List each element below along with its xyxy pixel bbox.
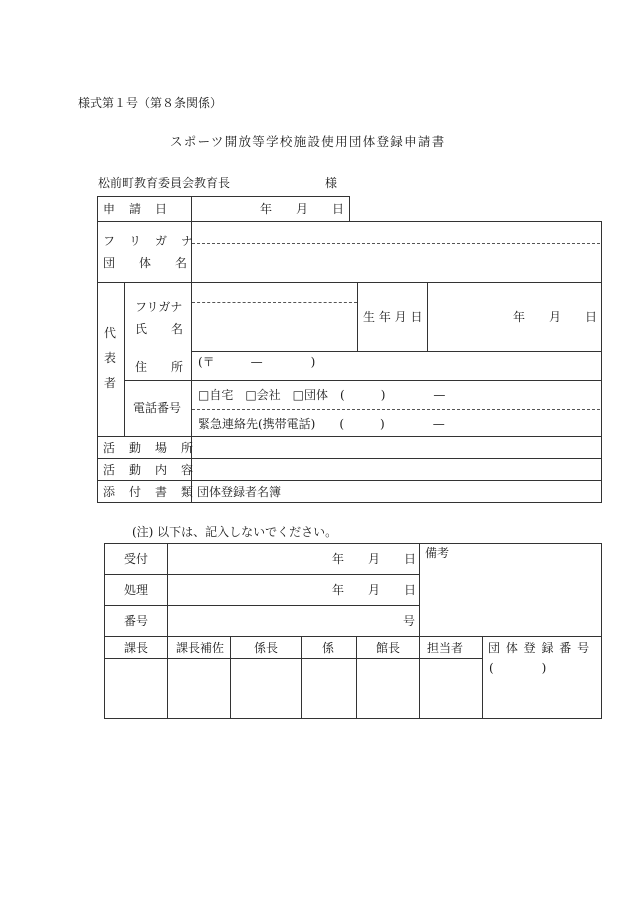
address-value[interactable]: (〒 — ) [198,355,316,369]
rep-furigana-label: フリガナ [135,300,183,314]
honorific: 様 [325,176,338,190]
registration-number-paren: ( ) [489,661,547,675]
approver-staff: 係 [322,641,335,655]
representative-label-1: 代 [104,326,117,340]
rep-name-label: 氏 名 [135,322,184,336]
number-label: 番号 [124,614,149,628]
attachment-value: 団体登録者名簿 [197,485,282,499]
remarks-label: 備考 [425,546,450,560]
birthdate-value[interactable]: 年 月 日 [513,310,598,324]
group-name-label: 団 体 名 [103,256,188,270]
approver-person-in-charge: 担当者 [427,641,464,655]
approver-deputy-chief: 課長補佐 [176,641,225,655]
rep-furigana-field[interactable] [192,283,356,301]
received-value: 年 月 日 [332,552,417,566]
representative-label-3: 者 [104,376,117,390]
processed-value: 年 月 日 [332,583,417,597]
approver-subsection-chief: 係長 [254,641,279,655]
phone-line-2[interactable]: 緊急連絡先(携帯電話) ( ) — [198,417,445,431]
office-note: (注) 以下は、記入しないでください。 [132,525,338,539]
page-title: スポーツ開放等学校施設使用団体登録申請書 [170,134,446,149]
birthdate-label: 生 年 月 日 [363,310,423,324]
approver-hall-director: 館長 [376,641,401,655]
address-label: 住 所 [135,360,184,374]
representative-label-2: 表 [104,351,117,365]
furigana-label: フ リ ガ ナ [103,234,195,248]
addressee: 松前町教育委員会教育長 [98,176,231,190]
furigana-field[interactable] [192,222,600,242]
attachment-label: 添 付 書 類 [103,485,195,499]
rep-name-field[interactable] [192,304,356,350]
phone-label: 電話番号 [133,401,182,415]
activity-place-label: 活 動 場 所 [103,441,195,455]
application-date-label: 申 請 日 [103,202,169,216]
number-suffix: 号 [403,614,416,628]
activity-content-label: 活 動 内 容 [103,463,195,477]
activity-place-field[interactable] [192,437,600,457]
form-number: 様式第１号（第８条関係） [78,96,223,110]
approver-section-chief: 課長 [124,641,149,655]
application-date-value[interactable]: 年 月 日 [260,202,345,216]
activity-content-field[interactable] [192,459,600,479]
processed-label: 処理 [124,583,149,597]
group-name-field[interactable] [192,245,600,281]
received-label: 受付 [124,552,149,566]
registration-number-label: 団 体 登 録 番 号 [488,641,591,655]
phone-line-1[interactable]: □自宅 □会社 □団体 ( ) — [198,388,446,402]
